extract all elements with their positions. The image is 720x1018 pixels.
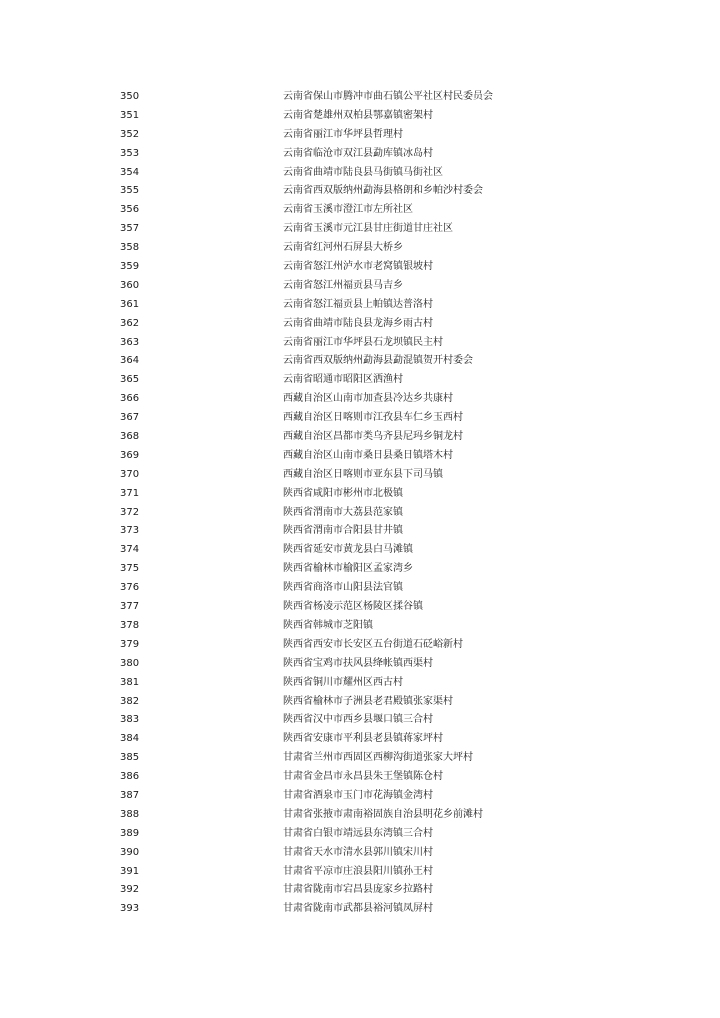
village-name: 云南省怒江州福贡县马吉乡 xyxy=(283,279,403,291)
village-list-table xyxy=(0,88,720,919)
table-row xyxy=(0,768,720,787)
village-name: 西藏自治区山南市桑日县桑日镇塔木村 xyxy=(283,449,453,461)
row-number: 352 xyxy=(120,128,140,140)
table-row xyxy=(0,711,720,730)
table-row xyxy=(0,466,720,485)
table-row xyxy=(0,409,720,428)
village-name: 甘肃省平凉市庄浪县阳川镇孙王村 xyxy=(283,865,433,877)
table-row xyxy=(0,126,720,145)
table-row xyxy=(0,107,720,126)
village-name: 云南省昭通市昭阳区洒渔村 xyxy=(283,374,403,386)
village-name: 甘肃省金昌市永昌县朱王堡镇陈仓村 xyxy=(283,771,443,783)
village-name: 云南省红河州石屏县大桥乡 xyxy=(283,242,403,254)
row-number: 380 xyxy=(120,657,140,669)
table-row xyxy=(0,617,720,636)
village-name: 陕西省渭南市大荔县范家镇 xyxy=(283,506,403,518)
village-name: 甘肃省张掖市肃南裕固族自治县明花乡前滩村 xyxy=(283,808,483,820)
village-name: 云南省玉溪市澄江市左所社区 xyxy=(283,204,413,216)
village-name: 甘肃省陇南市武都县裕河镇凤屏村 xyxy=(283,903,433,915)
table-row xyxy=(0,485,720,504)
table-row xyxy=(0,655,720,674)
village-name: 陕西省榆林市子洲县老君殿镇张家渠村 xyxy=(283,695,453,707)
table-row xyxy=(0,182,720,201)
village-name: 西藏自治区山南市加查县冷达乡共康村 xyxy=(283,393,453,405)
row-number: 388 xyxy=(120,808,140,820)
row-number: 387 xyxy=(120,789,140,801)
row-number: 350 xyxy=(120,91,140,102)
table-row xyxy=(0,220,720,239)
table-row xyxy=(0,164,720,183)
table-row xyxy=(0,636,720,655)
row-number: 354 xyxy=(120,166,140,178)
table-row xyxy=(0,730,720,749)
row-number: 376 xyxy=(120,582,140,594)
village-name: 甘肃省陇南市宕昌县庞家乡拉路村 xyxy=(283,884,433,896)
table-row xyxy=(0,334,720,353)
row-number: 372 xyxy=(120,506,140,518)
row-number: 390 xyxy=(120,846,140,858)
row-number: 392 xyxy=(120,884,140,896)
row-number: 389 xyxy=(120,827,140,839)
village-name: 陕西省铜川市耀州区西古村 xyxy=(283,676,403,688)
table-row xyxy=(0,447,720,466)
row-number: 370 xyxy=(120,468,140,480)
row-number: 368 xyxy=(120,431,140,443)
village-name: 云南省西双版纳州勐海县勐混镇贺开村委会 xyxy=(283,355,473,367)
village-name: 陕西省榆林市榆阳区孟家湾乡 xyxy=(283,563,413,575)
village-name: 陕西省安康市平利县老县镇蒋家坪村 xyxy=(283,733,443,745)
row-number: 375 xyxy=(120,563,140,575)
row-number: 366 xyxy=(120,393,140,405)
row-number: 391 xyxy=(120,865,140,877)
row-number: 377 xyxy=(120,601,140,613)
row-number: 367 xyxy=(120,412,140,424)
village-name: 陕西省渭南市合阳县甘井镇 xyxy=(283,525,403,537)
table-row xyxy=(0,88,720,107)
village-name: 陕西省商洛市山阳县法官镇 xyxy=(283,582,403,594)
row-number: 378 xyxy=(120,619,140,631)
village-name: 云南省楚雄州双柏县鄂嘉镇密架村 xyxy=(283,109,433,121)
row-number: 356 xyxy=(120,204,140,216)
table-row xyxy=(0,844,720,863)
village-name: 云南省保山市腾冲市曲石镇公平社区村民委员会 xyxy=(283,91,493,102)
table-row xyxy=(0,201,720,220)
village-name: 云南省西双版纳州勐海县格朗和乡帕沙村委会 xyxy=(283,185,483,197)
village-name: 陕西省韩城市芝阳镇 xyxy=(283,619,373,631)
table-row xyxy=(0,863,720,882)
row-number: 355 xyxy=(120,185,140,197)
row-number: 358 xyxy=(120,242,140,254)
table-row xyxy=(0,371,720,390)
table-row xyxy=(0,787,720,806)
row-number: 393 xyxy=(120,903,140,915)
row-number: 365 xyxy=(120,374,140,386)
table-row xyxy=(0,145,720,164)
row-number: 382 xyxy=(120,695,140,707)
village-name: 云南省怒江福贡县上帕镇达普洛村 xyxy=(283,298,433,310)
table-row xyxy=(0,598,720,617)
row-number: 386 xyxy=(120,771,140,783)
village-name: 陕西省西安市长安区五台街道石砭峪新村 xyxy=(283,638,463,650)
village-name: 西藏自治区昌都市类乌齐县尼玛乡铜龙村 xyxy=(283,431,463,443)
village-name: 云南省玉溪市元江县甘庄街道甘庄社区 xyxy=(283,223,453,235)
table-row xyxy=(0,258,720,277)
village-name: 甘肃省白银市靖远县东湾镇三合村 xyxy=(283,827,433,839)
village-name: 陕西省咸阳市彬州市北极镇 xyxy=(283,487,403,499)
row-number: 359 xyxy=(120,261,140,273)
table-row xyxy=(0,428,720,447)
village-name: 云南省丽江市华坪县石龙坝镇民主村 xyxy=(283,336,443,348)
row-number: 383 xyxy=(120,714,140,726)
row-number: 384 xyxy=(120,733,140,745)
row-number: 351 xyxy=(120,109,140,121)
row-number: 379 xyxy=(120,638,140,650)
row-number: 362 xyxy=(120,317,140,329)
row-number: 353 xyxy=(120,147,140,159)
row-number: 373 xyxy=(120,525,140,537)
row-number: 371 xyxy=(120,487,140,499)
table-row xyxy=(0,881,720,900)
table-row xyxy=(0,825,720,844)
village-name: 陕西省汉中市西乡县堰口镇三合村 xyxy=(283,714,433,726)
row-number: 369 xyxy=(120,449,140,461)
table-row xyxy=(0,239,720,258)
village-name: 西藏自治区日喀则市亚东县下司马镇 xyxy=(283,468,443,480)
village-name: 甘肃省兰州市西固区西柳沟街道张家大坪村 xyxy=(283,752,473,764)
village-name: 云南省临沧市双江县勐库镇冰岛村 xyxy=(283,147,433,159)
table-row xyxy=(0,560,720,579)
row-number: 357 xyxy=(120,223,140,235)
row-number: 363 xyxy=(120,336,140,348)
village-name: 陕西省延安市黄龙县白马滩镇 xyxy=(283,544,413,556)
village-name: 西藏自治区日喀则市江孜县车仁乡玉西村 xyxy=(283,412,463,424)
table-row xyxy=(0,541,720,560)
village-name: 陕西省宝鸡市扶风县绛帐镇西渠村 xyxy=(283,657,433,669)
table-row xyxy=(0,522,720,541)
village-name: 云南省丽江市华坪县哲理村 xyxy=(283,128,403,140)
table-row xyxy=(0,277,720,296)
village-name: 云南省曲靖市陆良县龙海乡雨古村 xyxy=(283,317,433,329)
table-row xyxy=(0,352,720,371)
village-name: 甘肃省酒泉市玉门市花海镇金湾村 xyxy=(283,789,433,801)
village-name: 陕西省杨凌示范区杨陵区揉谷镇 xyxy=(283,601,423,613)
table-row xyxy=(0,315,720,334)
table-row xyxy=(0,296,720,315)
table-row xyxy=(0,579,720,598)
row-number: 364 xyxy=(120,355,140,367)
table-row xyxy=(0,390,720,409)
table-row xyxy=(0,749,720,768)
village-name: 甘肃省天水市清水县郭川镇宋川村 xyxy=(283,846,433,858)
row-number: 381 xyxy=(120,676,140,688)
row-number: 360 xyxy=(120,279,140,291)
row-number: 361 xyxy=(120,298,140,310)
table-row xyxy=(0,504,720,523)
village-name: 云南省怒江州泸水市老窝镇银坡村 xyxy=(283,261,433,273)
village-name: 云南省曲靖市陆良县马街镇马街社区 xyxy=(283,166,443,178)
table-row xyxy=(0,674,720,693)
row-number: 374 xyxy=(120,544,140,556)
row-number: 385 xyxy=(120,752,140,764)
table-row xyxy=(0,900,720,919)
table-row xyxy=(0,806,720,825)
table-row xyxy=(0,693,720,712)
